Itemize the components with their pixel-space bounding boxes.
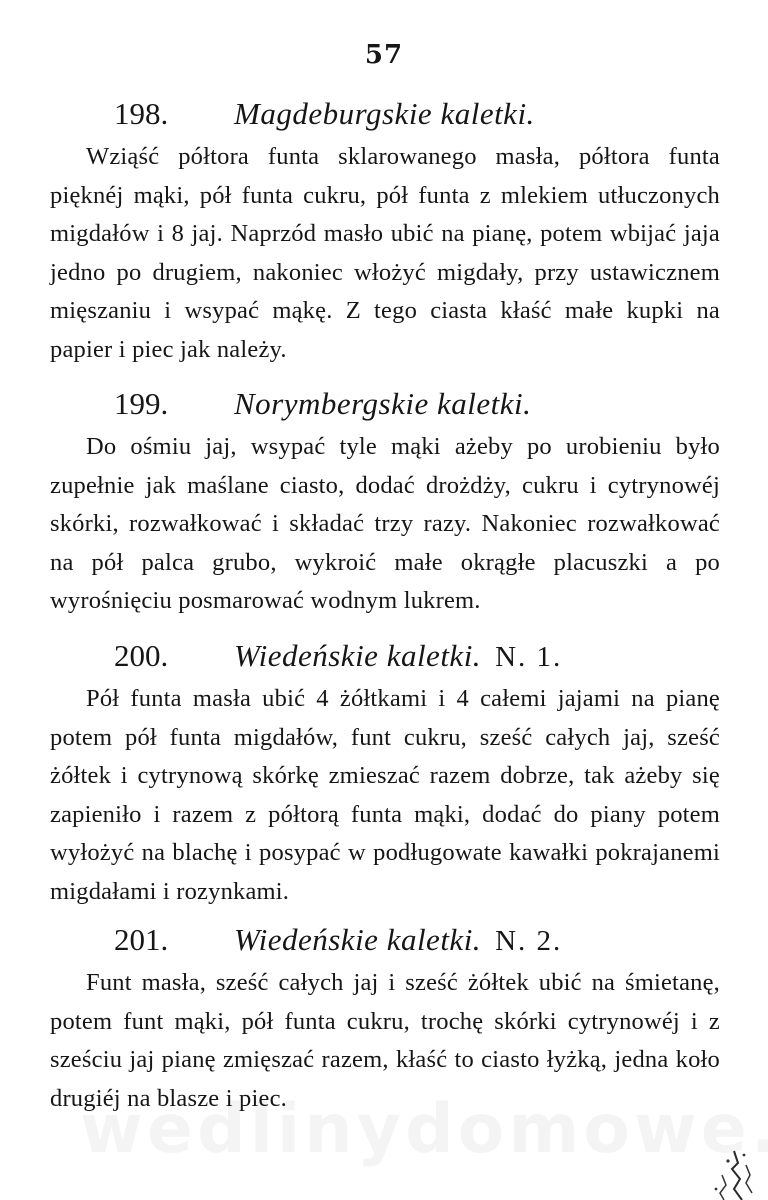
recipe-200 <box>50 632 720 911</box>
page-number: 57 <box>364 40 404 70</box>
recipe-variant: N. 2. <box>495 925 563 957</box>
recipe-text: Funt masła, sześć całych jaj i sześć żółtek ubić na śmietanę, potem funt mąki, pół funta cukru, trochę skórki cytrynowéj i z sześciu jaj pianę zmięszać razem, kłaść to ciasto łyżką, jedna koło drugiéj na blasze i piec. <box>50 969 720 1112</box>
page-edge-mark <box>664 1145 754 1200</box>
recipe-title: Norymbergskie kaletki. <box>234 386 532 421</box>
recipe-title: Magdeburgskie kaletki. <box>234 96 535 131</box>
recipe-number: 198. <box>114 96 169 131</box>
recipe-198 <box>50 90 720 369</box>
recipe-number: 200. <box>114 638 169 673</box>
recipe-variant: N. 1. <box>495 641 563 673</box>
recipe-title: Wiedeńskie kaletki. <box>234 638 482 673</box>
recipe-201 <box>50 916 720 1118</box>
recipe-title: Wiedeńskie kaletki. <box>234 922 482 957</box>
recipe-text: Wziąść półtora funta sklarowanego masła, półtora funta pięknéj mąki, pół funta cukru, pół funta z mlekiem utłuczonych migdałów i 8 jaj. Naprzód masło ubić na pianę, potem wbijać jaja jedno po drugiem, nakoniec włożyć migdały, przy ustawicznem mięszaniu i wsypać mąkę. Z tego ciasta kłaść małe kupki na papier i piec jak należy. <box>50 143 720 363</box>
recipe-heading <box>50 380 720 428</box>
recipe-text: Pół funta masła ubić 4 żółtkami i 4 całemi jajami na pianę potem pół funta migdałów, funt cukru, sześć całych jaj, sześć żółtek i cytrynową skórkę zmieszać razem dobrze, tak ażeby się zapieniło i razem z półtorą funta mąki, dodać do piany potem wyłożyć na blachę i posypać w podługowate kawałki pokrajanemi migdałami i rozynkami. <box>50 685 720 905</box>
recipe-heading <box>50 90 720 138</box>
recipe-number: 201. <box>114 922 169 957</box>
recipe-heading <box>50 632 720 680</box>
recipe-heading <box>50 916 720 964</box>
recipe-text: Do ośmiu jaj, wsypać tyle mąki ażeby po urobieniu było zupełnie jak maślane ciasto, dodać drożdży, cukru i cytrynowéj skórki, rozwałkować i składać trzy razy. Nakoniec rozwałkować na pół palca grubo, wykroić małe okrągłe placuszki a po wyrośnięciu posmarować wodnym lukrem. <box>50 433 720 614</box>
recipe-199 <box>50 380 720 621</box>
recipe-number: 199. <box>114 386 169 421</box>
